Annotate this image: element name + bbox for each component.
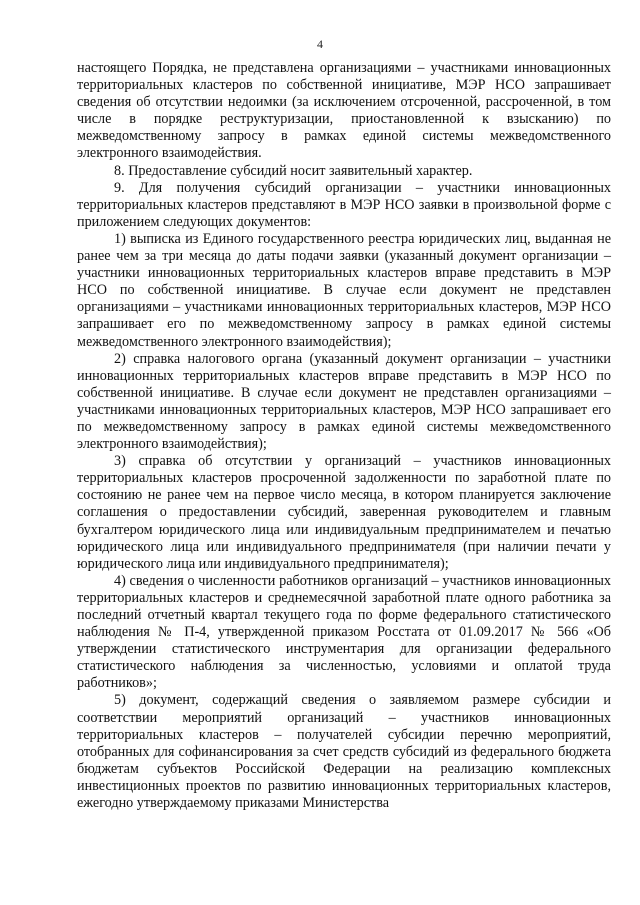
page-number: 4: [317, 37, 323, 51]
list-item-4: 4) сведения о численности работников организаций – участников инновационных территориальных кластеров и среднемесячной заработной плате одного работника за последний отчетный квартал текущего года по форме федерального статистического наблюдения № П-4, утвержденной приказом Росстата от 01.09.2017 № 566 «Об утверждении статистического инструментария для организации федерального статистического наблюдения за численностью, условиями и оплатой труда работников»;: [77, 572, 611, 692]
list-item-3: 3) справка об отсутствии у организаций – участников инновационных территориальных кластеров просроченной задолженности по заработной плате по состоянию не ранее чем на первое число месяца, в котором планируется заключение соглашения о предоставлении субсидий, заверенная руководителем и главным бухгалтером юридического лица или индивидуальным предпринимателем и печатью юридического лица или индивидуального предпринимателя (при наличии печати у юридического лица или индивидуального предпринимателя);: [77, 453, 611, 572]
paragraph-item-9: 9. Для получения субсидий организации – участники инновационных территориальных кластеров представляют в МЭР НСО заявки в произвольной форме с приложением следующих документов:: [77, 179, 611, 230]
document-body: [77, 60, 611, 812]
paragraph-continuation: настоящего Порядка, не представлена организациями – участниками инновационных территориальных кластеров по собственной инициативе, МЭР НСО запрашивает сведения об отсутствии недоимки (за исключением отсроченной, рассроченной, в том числе в порядке реструктуризации, приостановленной к взысканию) по межведомственному запросу в рамках единой системы межведомственного электронного взаимодействия.: [77, 60, 611, 162]
list-item-5: 5) документ, содержащий сведения о заявляемом размере субсидии и соответствии мероприятий организаций – участников инновационных территориальных кластеров – получателей субсидии перечню мероприятий, отобранных для софинансирования за счет средств субсидий из федерального бюджета бюджетам субъектов Российской Федерации на реализацию комплексных инвестиционных проектов по развитию инновационных территориальных кластеров, ежегодно утверждаемому приказами Министерства: [77, 692, 611, 812]
list-item-2: 2) справка налогового органа (указанный документ организации – участники инновационных территориальных кластеров вправе представить в МЭР НСО по собственной инициативе. В случае если документ не представлен организациями – участниками инновационных территориальных кластеров, МЭР НСО запрашивает его по межведомственному запросу в рамках единой системы межведомственного электронного взаимодействия);: [77, 350, 611, 453]
list-item-1: 1) выписка из Единого государственного реестра юридических лиц, выданная не ранее чем за три месяца до даты подачи заявки (указанный документ организации – участники инновационных территориальных кластеров вправе представить в МЭР НСО по собственной инициативе. В случае если документ не представлен организациями – участниками инновационных территориальных кластеров, МЭР НСО запрашивает его по межведомственному запросу в рамках единой системы межведомственного электронного взаимодействия);: [77, 230, 611, 350]
paragraph-item-8: 8. Предоставление субсидий носит заявительный характер.: [114, 162, 473, 179]
